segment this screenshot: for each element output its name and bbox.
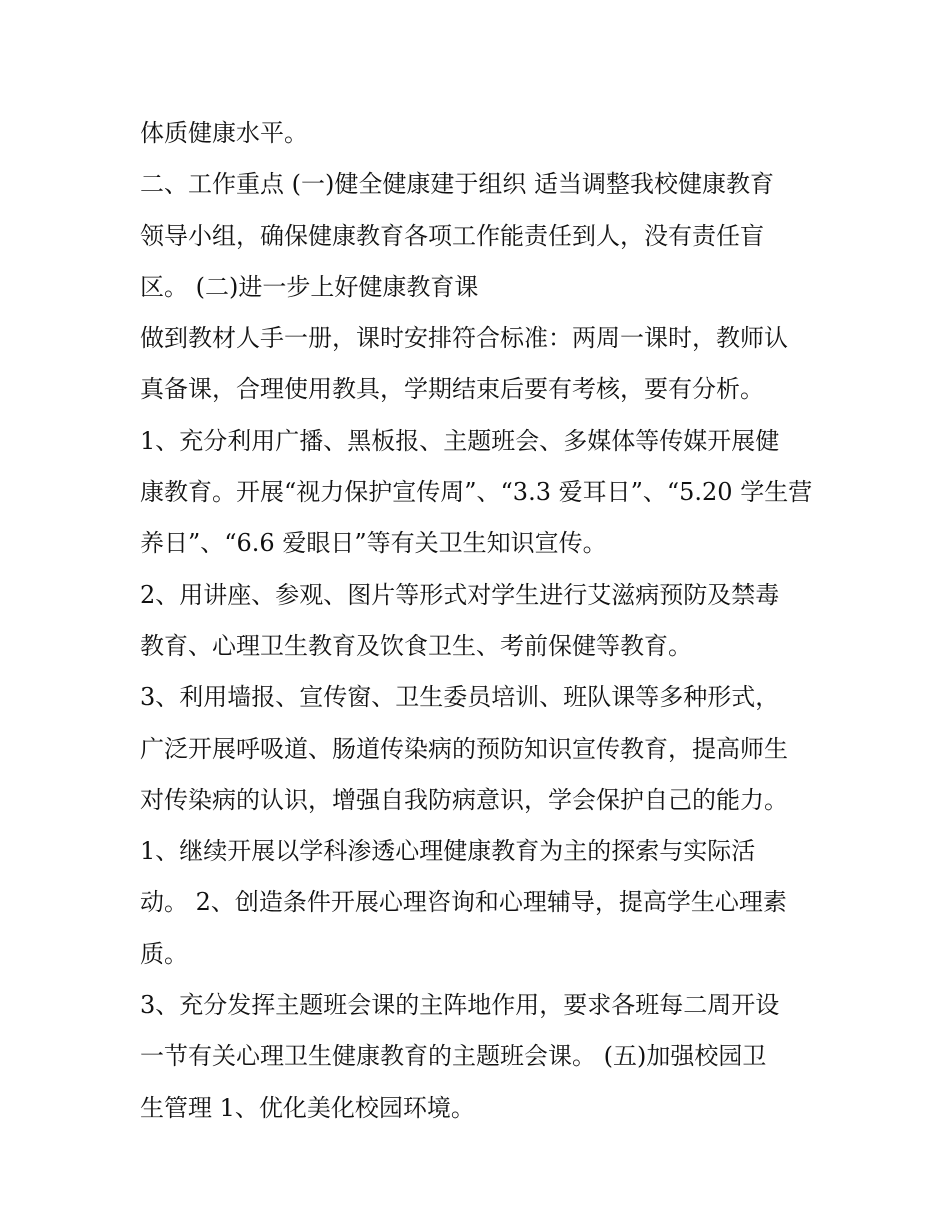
document-body [140, 108, 820, 1134]
text-line: 广泛开展呼吸道、肠道传染病的预防知识宣传教育，提高师生 [140, 734, 788, 763]
text-line: 二、工作重点 (一)健全健康建于组织 适当调整我校健康教育 [140, 170, 774, 199]
text-line: 质。 [140, 939, 188, 968]
text-line: 生管理 1、优化美化校园环境。 [140, 1093, 475, 1122]
text-line: 3、利用墙报、宣传窗、卫生委员培训、班队课等多种形式， [140, 683, 780, 712]
text-line: 体质健康水平。 [140, 119, 308, 147]
text-line: 一节有关心理卫生健康教育的主题班会课。 (五)加强校园卫 [140, 1042, 767, 1071]
text-line: 养日”、“6.6 爱眼日”等有关卫生知识宣传。 [140, 529, 607, 558]
text-line: 康教育。开展“视力保护宣传周”、“3.3 爱耳日”、“5.20 学生营 [140, 478, 813, 507]
text-line: 做到教材人手一册，课时安排符合标准：两周一课时，教师认 [140, 324, 788, 353]
text-line: 真备课，合理使用教具，学期结束后要有考核，要有分析。 [140, 375, 764, 404]
text-line: 对传染病的认识，增强自我防病意识，学会保护自己的能力。 [140, 785, 788, 814]
text-line: 1、充分利用广播、黑板报、主题班会、多媒体等传媒开展健 [140, 426, 780, 455]
text-line: 动。 2、创造条件开展心理咨询和心理辅导，提高学生心理素 [140, 888, 787, 917]
text-line: 教育、心理卫生教育及饮食卫生、考前保健等教育。 [140, 631, 692, 660]
text-line: 区。 (二)进一步上好健康教育课 [140, 272, 479, 301]
text-line: 3、充分发挥主题班会课的主阵地作用，要求各班每二周开设 [140, 991, 780, 1020]
text-line: 1、继续开展以学科渗透心理健康教育为主的探索与实际活 [140, 837, 756, 866]
text-line: 2、用讲座、参观、图片等形式对学生进行艾滋病预防及禁毒 [140, 580, 780, 609]
text-line: 领导小组，确保健康教育各项工作能责任到人，没有责任盲 [140, 221, 764, 250]
